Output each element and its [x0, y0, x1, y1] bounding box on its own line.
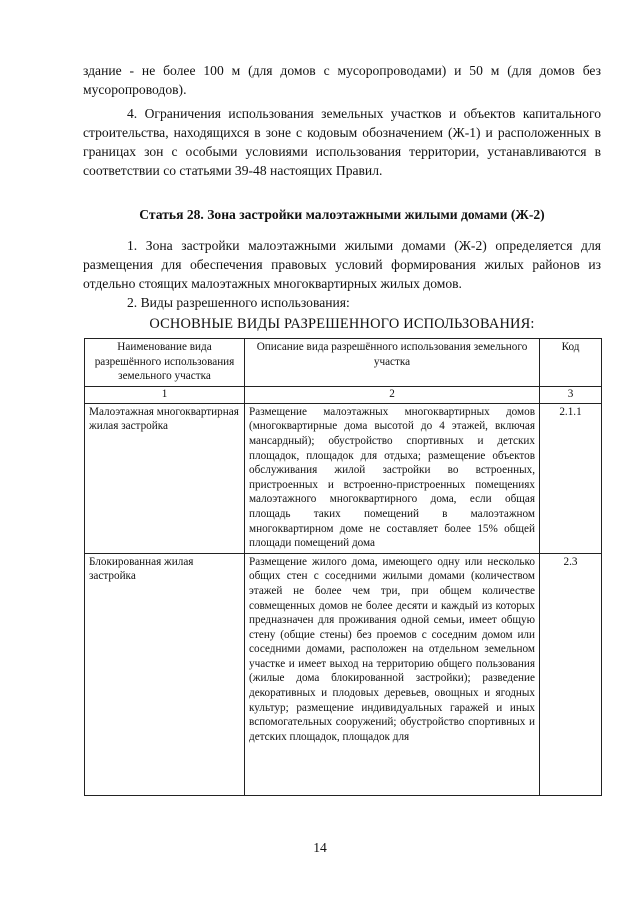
- section-caption: ОСНОВНЫЕ ВИДЫ РАЗРЕШЕННОГО ИСПОЛЬЗОВАНИЯ:: [149, 316, 535, 332]
- paragraph-item-2: 2. Виды разрешенного использования:: [127, 295, 350, 310]
- use-description: Размещение жилого дома, имеющего одну или несколько общих стен с соседними жилыми домами (количеством этажей не более чем три, при общем количестве совмещенных домов не более десяти и каждый из которых предназначен для проживания одной семьи, имеет общую стену (общие стены) без проемов с соседним домом или соседними домами, расположен на отдельном земельном участке и имеет выход на территорию общего пользования (жилые дома блокированной застройки); разведение декоративных и плодовых деревьев, овощных и ягодных культур; размещение индивидуальных гаражей и иных вспомогательных сооружений; обустройство спортивных и детских площадок, площадок для: [245, 553, 540, 795]
- page-number: 14: [313, 840, 327, 855]
- table-row: [85, 553, 602, 795]
- table-row: [85, 403, 602, 553]
- permitted-uses-table: [84, 338, 602, 796]
- paragraph-item-1: 1. Зона застройки малоэтажными жилыми домами (Ж-2) определяется для размещения для обеспечения правовых условий формирования жилых районов из отдельно стоящих малоэтажных многоквартирных жилых домов.: [83, 238, 601, 291]
- use-code: 2.3: [540, 553, 602, 795]
- header-description: Описание вида разрешённого использования земельного участка: [245, 339, 540, 387]
- use-name: Блокированная жилая застройка: [85, 553, 245, 795]
- column-number: 2: [245, 386, 540, 403]
- paragraph-item-4: 4. Ограничения использования земельных участков и объектов капитального строительства, находящихся в зоне с кодовым обозначением (Ж-1) и расположенных в границах зон с особыми условиями использования территории, устанавливаются в соответствии со статьями 39-48 настоящих Правил.: [83, 106, 601, 178]
- article-heading: Статья 28. Зона застройки малоэтажными жилыми домами (Ж-2): [139, 207, 545, 222]
- table-header-row: [85, 339, 602, 387]
- column-number: 1: [85, 386, 245, 403]
- column-number: 3: [540, 386, 602, 403]
- use-description: Размещение малоэтажных многоквартирных домов (многоквартирные дома высотой до 4 этажей, включая мансардный); обустройство спортивных и детских площадок, площадок для отдыха; размещение объектов обслуживания жилой застройки во встроенных, пристроенных и встроенно-пристроенных помещениях малоэтажного многоквартирного дома, если общая площадь таких помещений в малоэтажном многоквартирном доме не составляет более 15% общей площади помещений дома: [245, 403, 540, 553]
- use-code: 2.1.1: [540, 403, 602, 553]
- header-code: Код: [540, 339, 602, 387]
- header-name: Наименование вида разрешённого использования земельного участка: [85, 339, 245, 387]
- column-number-row: [85, 386, 602, 403]
- use-name: Малоэтажная многоквартирная жилая застройка: [85, 403, 245, 553]
- paragraph-continuation: здание - не более 100 м (для домов с мусоропроводами) и 50 м (для домов без мусоропроводов).: [83, 63, 601, 97]
